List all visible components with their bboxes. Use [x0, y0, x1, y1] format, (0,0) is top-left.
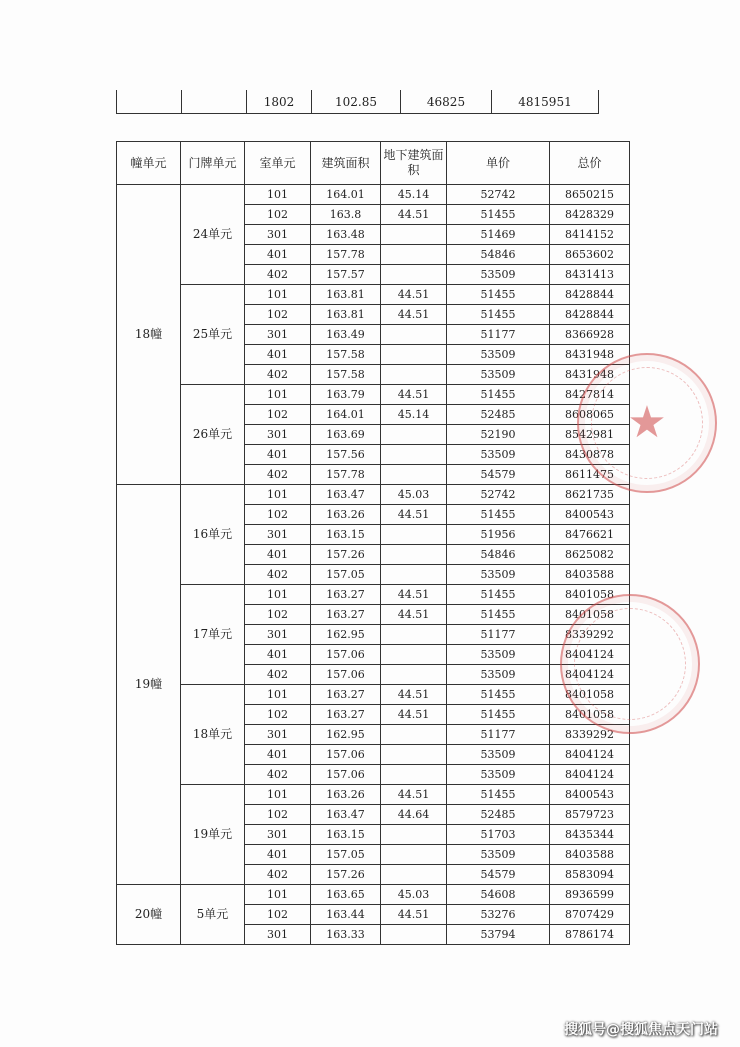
- basement-cell: [381, 225, 447, 245]
- total-cell: 8542981: [550, 425, 630, 445]
- unit-cell: 17单元: [181, 585, 245, 685]
- unit-cell: 25单元: [181, 285, 245, 385]
- area-cell: 157.78: [311, 465, 381, 485]
- basement-cell: [381, 645, 447, 665]
- basement-cell: [381, 365, 447, 385]
- total-cell: 8611475: [550, 465, 630, 485]
- header-unit: 门牌单元: [181, 142, 245, 185]
- total-cell: 8435344: [550, 825, 630, 845]
- room-cell: 402: [245, 865, 311, 885]
- total-cell: 8400543: [550, 785, 630, 805]
- area-cell: 157.26: [311, 865, 381, 885]
- header-unit-price: 单价: [447, 142, 550, 185]
- room-cell: 102: [245, 205, 311, 225]
- area-cell: 157.05: [311, 565, 381, 585]
- basement-cell: [381, 825, 447, 845]
- room-cell: 301: [245, 425, 311, 445]
- header-row: [117, 142, 630, 185]
- unit-price-cell: 53509: [447, 765, 550, 785]
- unit-price-cell: 51177: [447, 725, 550, 745]
- table-row: [117, 785, 630, 805]
- total-cell: 8625082: [550, 545, 630, 565]
- unit-price-cell: 53509: [447, 345, 550, 365]
- fragment-total: 4815951: [492, 90, 599, 114]
- basement-cell: 44.51: [381, 785, 447, 805]
- unit-price-cell: 53509: [447, 645, 550, 665]
- total-cell: 8786174: [550, 925, 630, 945]
- area-cell: 164.01: [311, 405, 381, 425]
- total-cell: 8403588: [550, 565, 630, 585]
- basement-cell: [381, 545, 447, 565]
- unit-price-cell: 53509: [447, 845, 550, 865]
- unit-price-cell: 51455: [447, 785, 550, 805]
- area-cell: 163.26: [311, 785, 381, 805]
- header-basement: 地下建筑面积: [381, 142, 447, 185]
- unit-cell: 5单元: [181, 885, 245, 945]
- basement-cell: [381, 345, 447, 365]
- area-cell: 163.49: [311, 325, 381, 345]
- unit-price-cell: 51956: [447, 525, 550, 545]
- basement-cell: 44.51: [381, 905, 447, 925]
- basement-cell: [381, 925, 447, 945]
- room-cell: 401: [245, 345, 311, 365]
- total-cell: 8400543: [550, 505, 630, 525]
- total-cell: 8404124: [550, 665, 630, 685]
- area-cell: 163.15: [311, 825, 381, 845]
- room-cell: 102: [245, 505, 311, 525]
- area-cell: 157.06: [311, 765, 381, 785]
- fragment-empty-cell: [182, 90, 247, 114]
- area-cell: 163.65: [311, 885, 381, 905]
- unit-cell: 24单元: [181, 185, 245, 285]
- basement-cell: 45.14: [381, 185, 447, 205]
- basement-cell: 45.03: [381, 885, 447, 905]
- basement-cell: [381, 445, 447, 465]
- total-cell: 8401058: [550, 585, 630, 605]
- building-cell: 18幢: [117, 185, 181, 485]
- basement-cell: [381, 845, 447, 865]
- area-cell: 157.57: [311, 265, 381, 285]
- total-cell: 8401058: [550, 685, 630, 705]
- fragment-empty-cell: [117, 90, 182, 114]
- room-cell: 102: [245, 305, 311, 325]
- unit-price-cell: 51455: [447, 505, 550, 525]
- basement-cell: [381, 245, 447, 265]
- table-row: [117, 285, 630, 305]
- fragment-row: [117, 90, 599, 114]
- area-cell: 164.01: [311, 185, 381, 205]
- total-cell: 8608065: [550, 405, 630, 425]
- room-cell: 401: [245, 445, 311, 465]
- seal-star-icon: ★: [627, 397, 667, 448]
- watermark: 搜狐号@搜狐焦点天门站: [564, 1022, 718, 1038]
- basement-cell: 44.51: [381, 585, 447, 605]
- unit-price-cell: 51455: [447, 605, 550, 625]
- total-cell: 8476621: [550, 525, 630, 545]
- fragment-unit-price: 46825: [401, 90, 492, 114]
- unit-price-cell: 52485: [447, 405, 550, 425]
- area-cell: 157.58: [311, 365, 381, 385]
- room-cell: 301: [245, 625, 311, 645]
- total-cell: 8583094: [550, 865, 630, 885]
- basement-cell: 44.51: [381, 705, 447, 725]
- basement-cell: [381, 865, 447, 885]
- area-cell: 163.8: [311, 205, 381, 225]
- total-cell: 8621735: [550, 485, 630, 505]
- total-cell: 8428844: [550, 305, 630, 325]
- room-cell: 402: [245, 265, 311, 285]
- total-cell: 8404124: [550, 765, 630, 785]
- unit-cell: 18单元: [181, 685, 245, 785]
- unit-price-cell: 52742: [447, 185, 550, 205]
- unit-price-cell: 53509: [447, 365, 550, 385]
- total-cell: 8579723: [550, 805, 630, 825]
- total-cell: 8339292: [550, 725, 630, 745]
- unit-price-cell: 52190: [447, 425, 550, 445]
- area-cell: 163.47: [311, 485, 381, 505]
- basement-cell: 44.51: [381, 505, 447, 525]
- basement-cell: [381, 745, 447, 765]
- basement-cell: [381, 625, 447, 645]
- header-total: 总价: [550, 142, 630, 185]
- unit-price-cell: 51455: [447, 385, 550, 405]
- room-cell: 402: [245, 765, 311, 785]
- room-cell: 101: [245, 885, 311, 905]
- basement-cell: 44.51: [381, 605, 447, 625]
- unit-price-cell: 54846: [447, 245, 550, 265]
- room-cell: 402: [245, 665, 311, 685]
- unit-cell: 26单元: [181, 385, 245, 485]
- table-row: [117, 585, 630, 605]
- area-cell: 163.44: [311, 905, 381, 925]
- unit-price-cell: 51455: [447, 685, 550, 705]
- basement-cell: 44.51: [381, 285, 447, 305]
- area-cell: 157.78: [311, 245, 381, 265]
- basement-cell: 44.64: [381, 805, 447, 825]
- unit-price-cell: 51455: [447, 205, 550, 225]
- table-row: [117, 885, 630, 905]
- unit-price-cell: 54579: [447, 865, 550, 885]
- basement-cell: [381, 325, 447, 345]
- total-cell: 8404124: [550, 645, 630, 665]
- total-cell: 8339292: [550, 625, 630, 645]
- area-cell: 163.81: [311, 285, 381, 305]
- unit-cell: 19单元: [181, 785, 245, 885]
- room-cell: 301: [245, 225, 311, 245]
- basement-cell: 44.51: [381, 305, 447, 325]
- unit-price-cell: 54579: [447, 465, 550, 485]
- unit-price-cell: 52742: [447, 485, 550, 505]
- area-cell: 163.27: [311, 605, 381, 625]
- header-building: 幢单元: [117, 142, 181, 185]
- total-cell: 8431948: [550, 365, 630, 385]
- room-cell: 101: [245, 185, 311, 205]
- unit-price-cell: 51455: [447, 705, 550, 725]
- basement-cell: 45.03: [381, 485, 447, 505]
- basement-cell: 44.51: [381, 205, 447, 225]
- unit-price-cell: 54846: [447, 545, 550, 565]
- fragment-area: 102.85: [312, 90, 401, 114]
- area-cell: 162.95: [311, 625, 381, 645]
- basement-cell: [381, 265, 447, 285]
- room-cell: 301: [245, 825, 311, 845]
- unit-price-cell: 53509: [447, 665, 550, 685]
- room-cell: 401: [245, 245, 311, 265]
- price-table-body: [117, 185, 630, 945]
- table-row: [117, 185, 630, 205]
- unit-price-cell: 53509: [447, 745, 550, 765]
- total-cell: 8366928: [550, 325, 630, 345]
- unit-price-cell: 54608: [447, 885, 550, 905]
- unit-price-cell: 53276: [447, 905, 550, 925]
- area-cell: 163.27: [311, 705, 381, 725]
- total-cell: 8431413: [550, 265, 630, 285]
- room-cell: 101: [245, 585, 311, 605]
- room-cell: 102: [245, 805, 311, 825]
- basement-cell: [381, 565, 447, 585]
- total-cell: 8401058: [550, 605, 630, 625]
- unit-price-cell: 51703: [447, 825, 550, 845]
- unit-price-cell: 51177: [447, 625, 550, 645]
- total-cell: 8653602: [550, 245, 630, 265]
- basement-cell: [381, 465, 447, 485]
- header-room: 室单元: [245, 142, 311, 185]
- room-cell: 402: [245, 365, 311, 385]
- unit-price-cell: 53509: [447, 265, 550, 285]
- table-row: [117, 385, 630, 405]
- unit-price-cell: 51177: [447, 325, 550, 345]
- area-cell: 157.58: [311, 345, 381, 365]
- room-cell: 102: [245, 605, 311, 625]
- total-cell: 8403588: [550, 845, 630, 865]
- total-cell: 8431948: [550, 345, 630, 365]
- room-cell: 401: [245, 645, 311, 665]
- room-cell: 101: [245, 285, 311, 305]
- header-area: 建筑面积: [311, 142, 381, 185]
- area-cell: 163.27: [311, 685, 381, 705]
- previous-table-fragment: [116, 90, 599, 114]
- basement-cell: [381, 665, 447, 685]
- room-cell: 301: [245, 725, 311, 745]
- room-cell: 101: [245, 385, 311, 405]
- basement-cell: [381, 425, 447, 445]
- unit-price-cell: 52485: [447, 805, 550, 825]
- room-cell: 301: [245, 525, 311, 545]
- unit-price-cell: 53509: [447, 445, 550, 465]
- room-cell: 101: [245, 685, 311, 705]
- total-cell: 8404124: [550, 745, 630, 765]
- room-cell: 402: [245, 465, 311, 485]
- unit-price-cell: 51455: [447, 305, 550, 325]
- room-cell: 102: [245, 905, 311, 925]
- unit-price-cell: 53794: [447, 925, 550, 945]
- total-cell: 8430878: [550, 445, 630, 465]
- area-cell: 157.06: [311, 645, 381, 665]
- total-cell: 8414152: [550, 225, 630, 245]
- price-table: [116, 141, 630, 945]
- table-row: [117, 485, 630, 505]
- area-cell: 163.79: [311, 385, 381, 405]
- unit-cell: 16单元: [181, 485, 245, 585]
- fragment-room: 1802: [247, 90, 312, 114]
- building-cell: 19幢: [117, 485, 181, 885]
- total-cell: 8428329: [550, 205, 630, 225]
- room-cell: 401: [245, 545, 311, 565]
- area-cell: 163.27: [311, 585, 381, 605]
- room-cell: 101: [245, 485, 311, 505]
- area-cell: 157.06: [311, 745, 381, 765]
- total-cell: 8428844: [550, 285, 630, 305]
- area-cell: 157.26: [311, 545, 381, 565]
- area-cell: 157.05: [311, 845, 381, 865]
- area-cell: 157.56: [311, 445, 381, 465]
- room-cell: 102: [245, 705, 311, 725]
- room-cell: 102: [245, 405, 311, 425]
- table-row: [117, 685, 630, 705]
- room-cell: 401: [245, 845, 311, 865]
- total-cell: 8650215: [550, 185, 630, 205]
- unit-price-cell: 51455: [447, 285, 550, 305]
- room-cell: 401: [245, 745, 311, 765]
- area-cell: 163.69: [311, 425, 381, 445]
- basement-cell: 44.51: [381, 385, 447, 405]
- unit-price-cell: 51469: [447, 225, 550, 245]
- area-cell: 163.48: [311, 225, 381, 245]
- room-cell: 301: [245, 325, 311, 345]
- area-cell: 163.47: [311, 805, 381, 825]
- unit-price-cell: 53509: [447, 565, 550, 585]
- area-cell: 157.06: [311, 665, 381, 685]
- room-cell: 301: [245, 925, 311, 945]
- basement-cell: [381, 725, 447, 745]
- total-cell: 8401058: [550, 705, 630, 725]
- basement-cell: 44.51: [381, 685, 447, 705]
- basement-cell: [381, 765, 447, 785]
- basement-cell: [381, 525, 447, 545]
- total-cell: 8427814: [550, 385, 630, 405]
- total-cell: 8936599: [550, 885, 630, 905]
- area-cell: 163.26: [311, 505, 381, 525]
- area-cell: 163.81: [311, 305, 381, 325]
- room-cell: 402: [245, 565, 311, 585]
- building-cell: 20幢: [117, 885, 181, 945]
- area-cell: 162.95: [311, 725, 381, 745]
- area-cell: 163.33: [311, 925, 381, 945]
- basement-cell: 45.14: [381, 405, 447, 425]
- total-cell: 8707429: [550, 905, 630, 925]
- room-cell: 101: [245, 785, 311, 805]
- area-cell: 163.15: [311, 525, 381, 545]
- unit-price-cell: 51455: [447, 585, 550, 605]
